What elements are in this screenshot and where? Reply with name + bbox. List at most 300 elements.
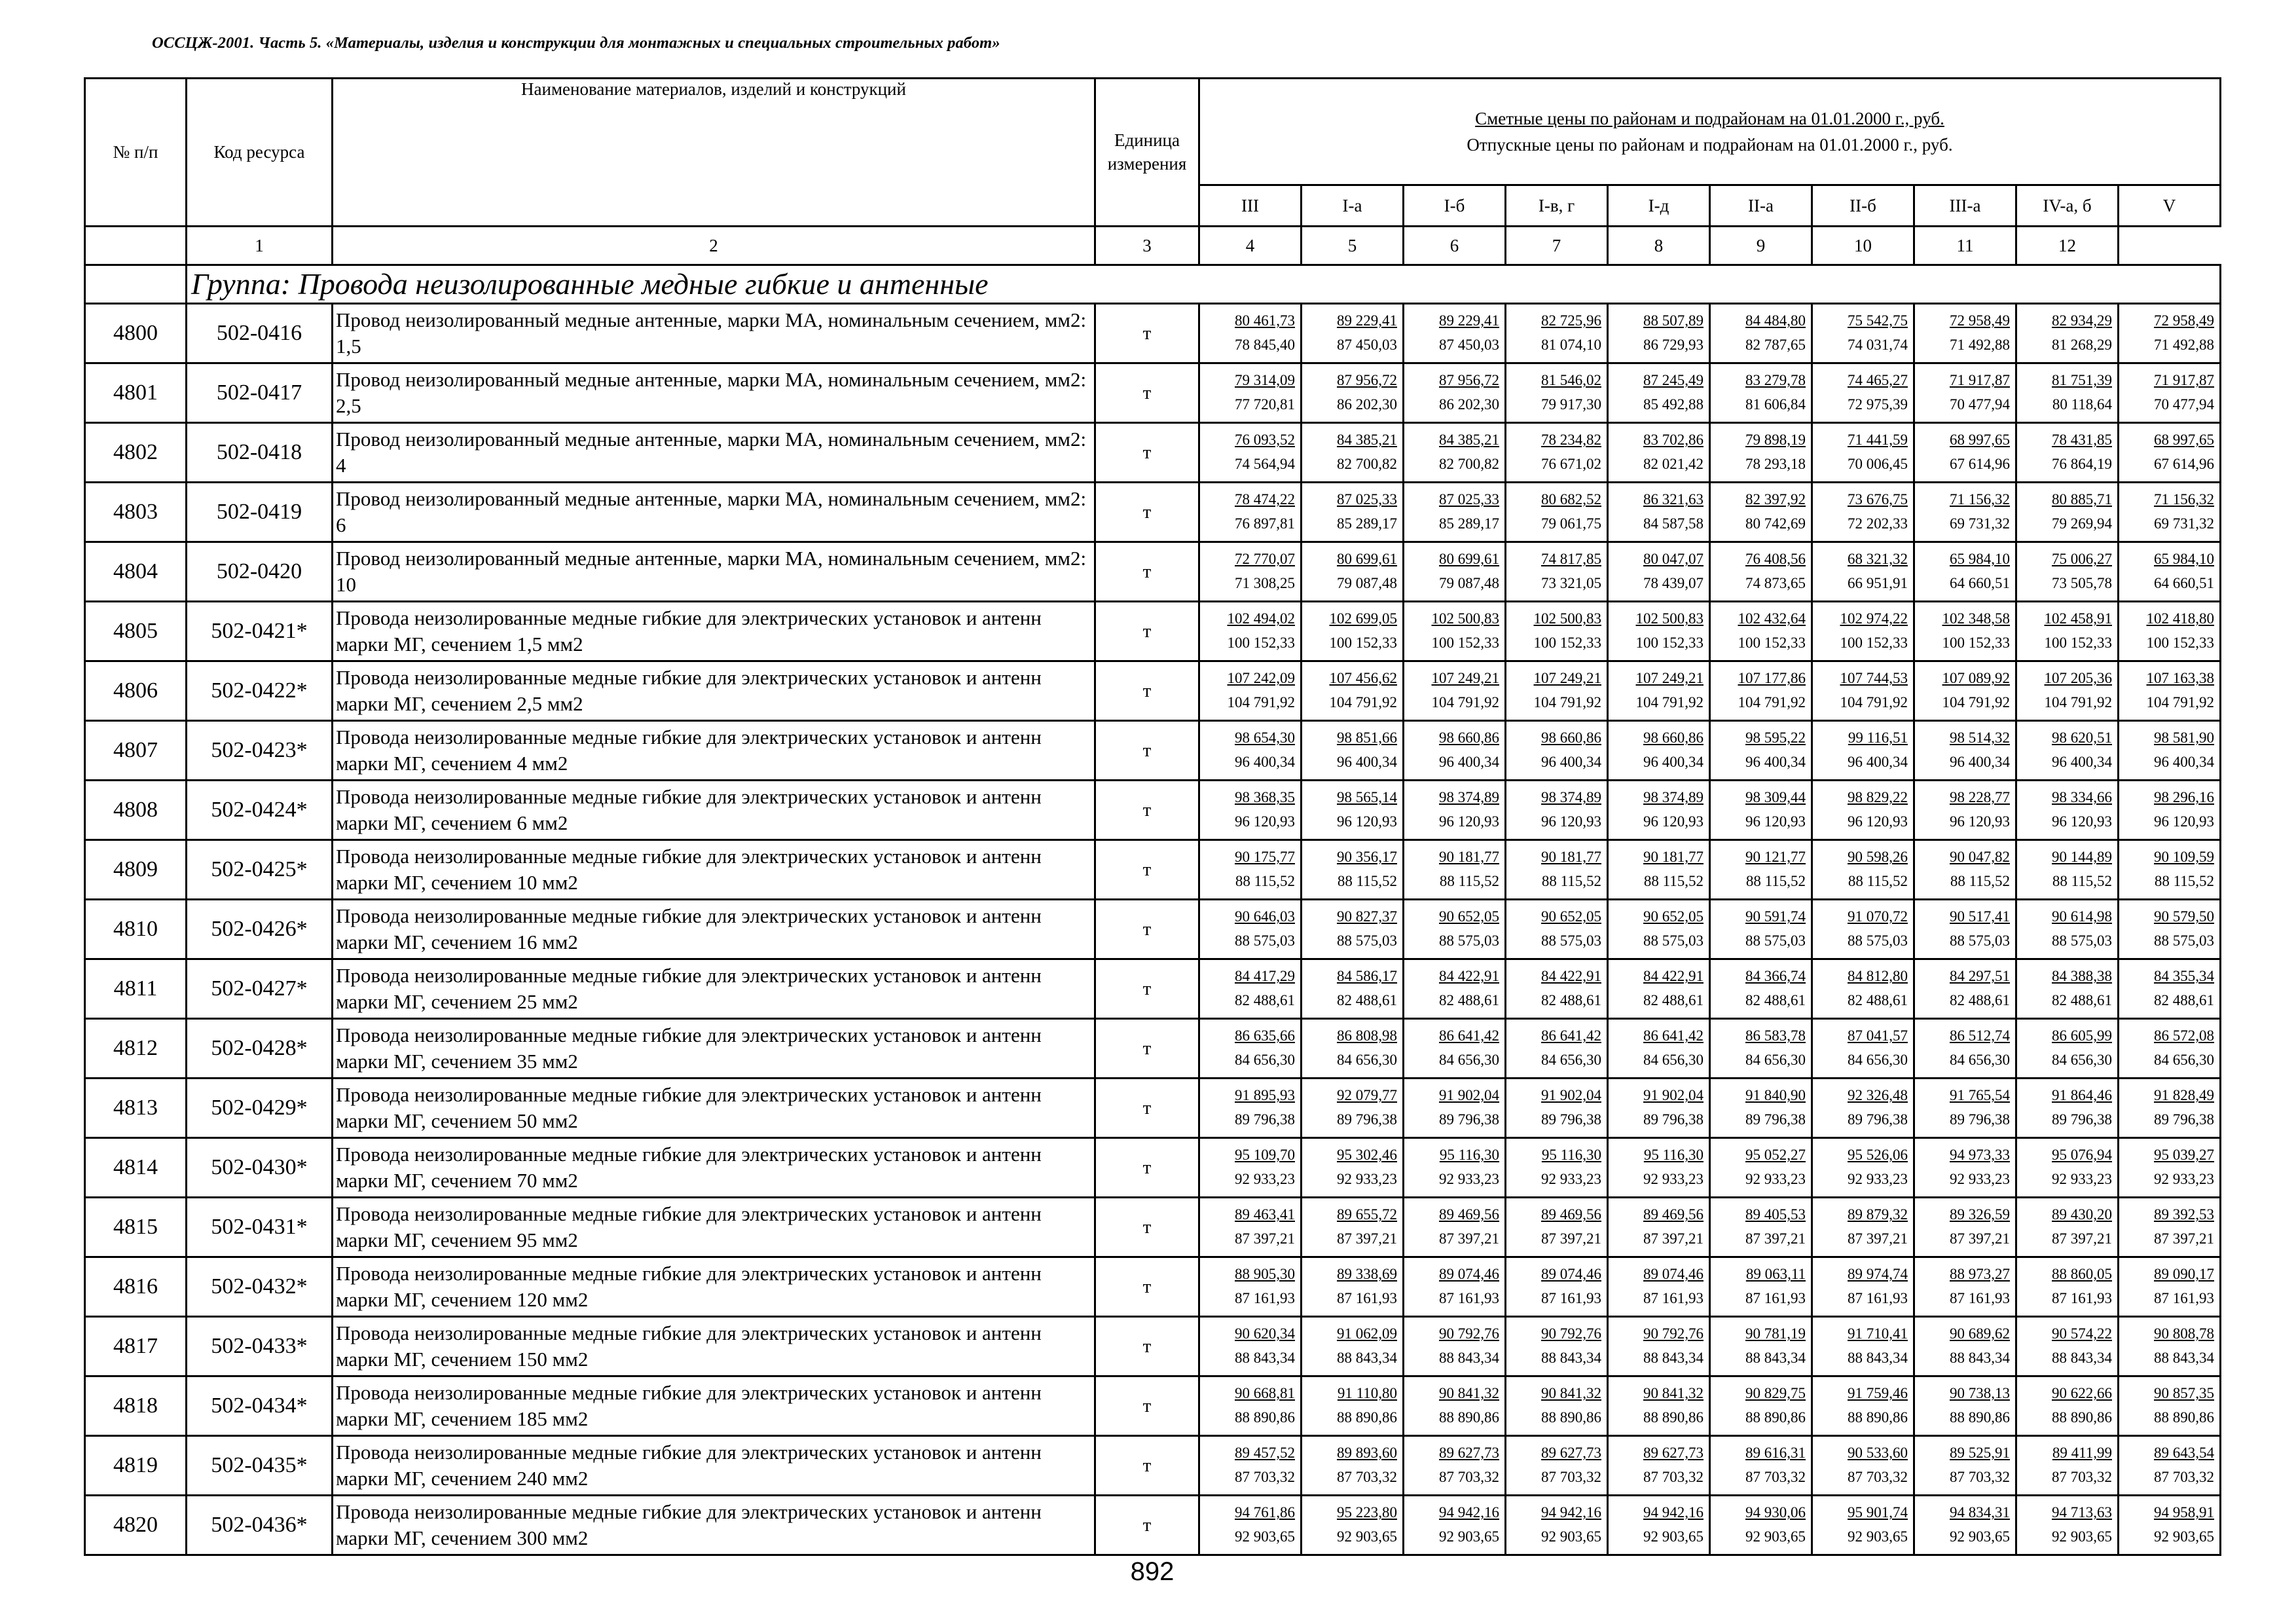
price-cell: [1914, 304, 2016, 363]
price-cell: [1404, 483, 1506, 542]
estimated-price: 90 175,77: [1235, 849, 1295, 866]
estimated-price: 92 079,77: [1337, 1087, 1397, 1104]
release-price: 87 161,93: [1848, 1290, 1908, 1306]
price-cell: [1710, 900, 1812, 959]
estimated-price: 81 546,02: [1541, 372, 1601, 389]
estimated-price: 89 430,20: [2052, 1206, 2112, 1223]
table-row: [85, 1019, 2221, 1079]
release-price: 71 492,88: [2154, 337, 2214, 353]
price-cell: [1302, 304, 1404, 363]
release-price: 87 703,32: [1337, 1469, 1397, 1485]
price-cell: [1199, 483, 1302, 542]
release-price: 82 488,61: [1541, 992, 1601, 1008]
unit-of-measure: т: [1095, 900, 1199, 959]
resource-code: 502-0425*: [187, 840, 333, 900]
price-cell: [2119, 721, 2221, 781]
estimated-price: 107 249,21: [1431, 670, 1499, 687]
price-cell: [1199, 661, 1302, 721]
release-price: 82 488,61: [2052, 992, 2112, 1008]
release-price: 70 477,94: [2154, 396, 2214, 413]
price-cell: [2016, 900, 2119, 959]
material-name: Провода неизолированные медные гибкие для электрических установок и антенн марки МГ, сечением 120 мм2: [333, 1257, 1095, 1317]
estimated-price: 90 827,37: [1337, 908, 1397, 925]
estimated-price: 82 397,92: [1745, 491, 1806, 508]
estimated-price: 89 616,31: [1745, 1445, 1806, 1462]
price-cell: [1506, 1436, 1608, 1496]
estimated-price: 94 958,91: [2154, 1504, 2214, 1521]
price-cell: [1404, 840, 1506, 900]
estimated-price: 80 461,73: [1235, 312, 1295, 329]
estimated-price: 90 652,05: [1541, 908, 1601, 925]
price-cell: [1404, 602, 1506, 661]
price-cell: [2016, 602, 2119, 661]
resource-code: 502-0436*: [187, 1496, 333, 1555]
price-cell: [1812, 900, 1914, 959]
table-row: [85, 1436, 2221, 1496]
release-price: 86 729,93: [1643, 337, 1704, 353]
release-price: 88 843,34: [1439, 1350, 1499, 1366]
release-price: 87 450,03: [1439, 337, 1499, 353]
release-price: 92 903,65: [1745, 1528, 1806, 1545]
estimated-price: 88 860,05: [2052, 1266, 2112, 1283]
estimated-price: 84 385,21: [1337, 432, 1397, 449]
release-price: 82 488,61: [1337, 992, 1397, 1008]
release-price: 88 890,86: [1950, 1409, 2010, 1426]
price-cell: [1608, 900, 1710, 959]
material-name: Провода неизолированные медные гибкие для электрических установок и антенн марки МГ, сечением 300 мм2: [333, 1496, 1095, 1555]
price-cell: [1608, 304, 1710, 363]
estimated-price: 98 334,66: [2052, 789, 2112, 806]
price-cell: [1199, 1198, 1302, 1257]
price-cell: [2119, 959, 2221, 1019]
material-name: Провода неизолированные медные гибкие для электрических установок и антенн марки МГ, сечением 70 мм2: [333, 1138, 1095, 1198]
release-price: 92 933,23: [2154, 1171, 2214, 1187]
table-row: [85, 661, 2221, 721]
release-price: 87 161,93: [1337, 1290, 1397, 1306]
estimated-price: 90 652,05: [1643, 908, 1704, 925]
price-cell: [1506, 602, 1608, 661]
material-name: Провод неизолированный медные антенные, марки МА, номинальным сечением, мм2: 1,5: [333, 304, 1095, 363]
estimated-price: 91 902,04: [1643, 1087, 1704, 1104]
row-number: 4817: [85, 1317, 187, 1376]
estimated-price: 76 408,56: [1745, 551, 1806, 568]
release-price: 96 400,34: [1950, 754, 2010, 770]
estimated-price: 80 682,52: [1541, 491, 1601, 508]
price-cell: [1199, 1317, 1302, 1376]
price-cell: [1199, 304, 1302, 363]
estimated-price: 89 074,46: [1643, 1266, 1704, 1283]
material-name: Провода неизолированные медные гибкие для электрических установок и антенн марки МГ, сечением 10 мм2: [333, 840, 1095, 900]
price-cell: [1404, 542, 1506, 602]
price-cell: [2119, 1496, 2221, 1555]
estimated-price: 91 710,41: [1848, 1325, 1908, 1342]
col-header-number: № п/п: [85, 79, 187, 227]
estimated-price: 90 792,76: [1643, 1325, 1704, 1342]
estimated-price: 98 374,89: [1643, 789, 1704, 806]
release-price: 87 703,32: [1439, 1469, 1499, 1485]
column-number: 12: [2016, 227, 2119, 265]
estimated-price: 94 973,33: [1950, 1147, 2010, 1164]
col-header-unit: Единица измерения: [1095, 79, 1199, 227]
release-price: 84 656,30: [1337, 1052, 1397, 1068]
release-price: 76 864,19: [2052, 456, 2112, 472]
release-price: 87 161,93: [1439, 1290, 1499, 1306]
unit-of-measure: т: [1095, 1496, 1199, 1555]
price-cell: [1506, 423, 1608, 483]
price-cell: [1404, 1019, 1506, 1079]
release-price: 88 575,03: [1541, 932, 1601, 949]
estimated-price: 90 841,32: [1439, 1385, 1499, 1402]
release-price: 88 575,03: [1643, 932, 1704, 949]
estimated-price: 87 025,33: [1337, 491, 1397, 508]
row-number: 4801: [85, 363, 187, 423]
release-price: 88 575,03: [1235, 932, 1295, 949]
price-cell: [2119, 304, 2221, 363]
release-price: 92 933,23: [1337, 1171, 1397, 1187]
estimated-price: 89 469,56: [1541, 1206, 1601, 1223]
price-cell: [1710, 1376, 1812, 1436]
estimated-price: 86 605,99: [2052, 1027, 2112, 1044]
price-cell: [2016, 304, 2119, 363]
unit-of-measure: т: [1095, 959, 1199, 1019]
estimated-price: 84 355,34: [2154, 968, 2214, 985]
price-cell: [1608, 1198, 1710, 1257]
estimated-price: 86 641,42: [1643, 1027, 1704, 1044]
price-cell: [1608, 781, 1710, 840]
price-cell: [1812, 423, 1914, 483]
unit-of-measure: т: [1095, 1257, 1199, 1317]
release-price: 88 575,03: [2052, 932, 2112, 949]
release-price: 87 703,32: [1848, 1469, 1908, 1485]
release-price: 96 120,93: [1541, 813, 1601, 830]
price-cell: [1506, 304, 1608, 363]
estimated-price: 86 583,78: [1745, 1027, 1806, 1044]
material-name: Провода неизолированные медные гибкие для электрических установок и антенн марки МГ, сечением 240 мм2: [333, 1436, 1095, 1496]
price-cell: [1608, 721, 1710, 781]
price-cell: [1812, 542, 1914, 602]
estimated-price: 90 579,50: [2154, 908, 2214, 925]
estimated-price: 90 829,75: [1745, 1385, 1806, 1402]
price-cell: [1608, 542, 1710, 602]
resource-code: 502-0424*: [187, 781, 333, 840]
price-cell: [1404, 900, 1506, 959]
estimated-price: 95 052,27: [1745, 1147, 1806, 1164]
estimated-price: 88 905,30: [1235, 1266, 1295, 1283]
material-name: Провода неизолированные медные гибкие для электрических установок и антенн марки МГ, сечением 185 мм2: [333, 1376, 1095, 1436]
price-cell: [1812, 363, 1914, 423]
estimated-price: 107 089,92: [1942, 670, 2010, 687]
release-price: 96 400,34: [1541, 754, 1601, 770]
release-price: 73 505,78: [2052, 575, 2112, 591]
release-price: 76 897,81: [1235, 515, 1295, 532]
release-price: 71 492,88: [1950, 337, 2010, 353]
release-price: 96 120,93: [2052, 813, 2112, 830]
release-price: 78 293,18: [1745, 456, 1806, 472]
price-cell: [2119, 483, 2221, 542]
release-price: 88 115,52: [1745, 873, 1806, 889]
release-price: 88 890,86: [1848, 1409, 1908, 1426]
price-cell: [1914, 840, 2016, 900]
price-cell: [2016, 1376, 2119, 1436]
estimated-price: 84 366,74: [1745, 968, 1806, 985]
price-cell: [1812, 1198, 1914, 1257]
price-cell: [2119, 542, 2221, 602]
unit-of-measure: т: [1095, 602, 1199, 661]
group-title-text: Группа: Провода неизолированные медные гибкие и антенные: [191, 267, 989, 301]
estimated-price: 91 864,46: [2052, 1087, 2112, 1104]
price-cell: [1404, 1376, 1506, 1436]
price-cell: [1914, 959, 2016, 1019]
estimated-price: 90 181,77: [1541, 849, 1601, 866]
estimated-price: 107 456,62: [1329, 670, 1397, 687]
release-price: 79 269,94: [2052, 515, 2112, 532]
column-number: 11: [1914, 227, 2016, 265]
estimated-price: 89 469,56: [1643, 1206, 1704, 1223]
estimated-price: 95 109,70: [1235, 1147, 1295, 1164]
estimated-price: 89 893,60: [1337, 1445, 1397, 1462]
table-row: [85, 959, 2221, 1019]
release-price: 92 903,65: [1337, 1528, 1397, 1545]
unit-of-measure: т: [1095, 721, 1199, 781]
release-price: 74 873,65: [1745, 575, 1806, 591]
price-cell: [1302, 721, 1404, 781]
price-cell: [1608, 1257, 1710, 1317]
estimated-price: 71 156,32: [2154, 491, 2214, 508]
estimated-price: 98 296,16: [2154, 789, 2214, 806]
price-cell: [2119, 1019, 2221, 1079]
release-price: 88 843,34: [1643, 1350, 1704, 1366]
row-number: 4810: [85, 900, 187, 959]
estimated-price: 90 574,22: [2052, 1325, 2112, 1342]
estimated-price: 79 314,09: [1235, 372, 1295, 389]
resource-code: 502-0435*: [187, 1436, 333, 1496]
release-price: 72 202,33: [1848, 515, 1908, 532]
price-cell: [1608, 1317, 1710, 1376]
unit-of-measure: т: [1095, 661, 1199, 721]
table-row: [85, 602, 2221, 661]
release-price: 88 115,52: [1643, 873, 1704, 889]
estimated-price: 74 465,27: [1848, 372, 1908, 389]
estimated-price: 84 388,38: [2052, 968, 2112, 985]
price-cell: [2016, 423, 2119, 483]
estimated-price: 95 116,30: [1541, 1147, 1601, 1164]
release-price: 64 660,51: [2154, 575, 2214, 591]
resource-code: 502-0420: [187, 542, 333, 602]
estimated-price: 90 109,59: [2154, 849, 2214, 866]
estimated-price: 84 422,91: [1643, 968, 1704, 985]
estimated-price: 90 646,03: [1235, 908, 1295, 925]
column-number-row: [85, 227, 2221, 265]
row-number: 4809: [85, 840, 187, 900]
estimated-price: 74 817,85: [1541, 551, 1601, 568]
column-number: 6: [1404, 227, 1506, 265]
price-cell: [1608, 661, 1710, 721]
estimated-price: 102 494,02: [1227, 610, 1295, 627]
price-cell: [1199, 1376, 1302, 1436]
release-price: 87 161,93: [2154, 1290, 2214, 1306]
price-cell: [1710, 959, 1812, 1019]
region-header: II-б: [1812, 185, 1914, 227]
price-cell: [2119, 1436, 2221, 1496]
price-cell: [1710, 1436, 1812, 1496]
material-name: Провода неизолированные медные гибкие для электрических установок и антенн марки МГ, сечением 16 мм2: [333, 900, 1095, 959]
release-price: 92 933,23: [2052, 1171, 2112, 1187]
release-price: 96 120,93: [1745, 813, 1806, 830]
estimated-price: 91 765,54: [1950, 1087, 2010, 1104]
price-cell: [1302, 542, 1404, 602]
price-cell: [1914, 1198, 2016, 1257]
resource-code: 502-0417: [187, 363, 333, 423]
price-cell: [2119, 1376, 2221, 1436]
table-row: [85, 1079, 2221, 1138]
estimated-price: 98 620,51: [2052, 729, 2112, 747]
release-price: 70 006,45: [1848, 456, 1908, 472]
release-price: 82 488,61: [2154, 992, 2214, 1008]
resource-code: 502-0419: [187, 483, 333, 542]
price-cell: [1608, 602, 1710, 661]
material-name: Провод неизолированный медные антенные, марки МА, номинальным сечением, мм2: 6: [333, 483, 1095, 542]
release-price: 84 656,30: [2154, 1052, 2214, 1068]
price-cell: [1710, 1079, 1812, 1138]
estimated-price: 81 751,39: [2052, 372, 2112, 389]
price-cell: [1812, 1079, 1914, 1138]
table-row: [85, 900, 2221, 959]
estimated-price: 90 622,66: [2052, 1385, 2112, 1402]
price-cell: [1710, 1257, 1812, 1317]
release-price: 88 575,03: [1848, 932, 1908, 949]
price-cell: [1710, 542, 1812, 602]
price-cell: [1404, 363, 1506, 423]
release-price: 87 161,93: [1745, 1290, 1806, 1306]
release-price: 85 289,17: [1439, 515, 1499, 532]
estimated-price: 72 770,07: [1235, 551, 1295, 568]
release-price: 79 061,75: [1541, 515, 1601, 532]
group-row-spacer: [85, 265, 187, 304]
estimated-price: 102 458,91: [2044, 610, 2112, 627]
estimated-price: 79 898,19: [1745, 432, 1806, 449]
estimated-prices-caption: Сметные цены по районам и подрайонам на 01.01.2000 г., руб.: [1475, 108, 1944, 128]
estimated-price: 84 422,91: [1541, 968, 1601, 985]
price-cell: [1506, 1079, 1608, 1138]
region-header: III: [1199, 185, 1302, 227]
estimated-price: 89 525,91: [1950, 1445, 2010, 1462]
estimated-price: 102 418,80: [2146, 610, 2214, 627]
row-number: 4802: [85, 423, 187, 483]
price-cell: [1199, 959, 1302, 1019]
release-price: 88 890,86: [1745, 1409, 1806, 1426]
release-price: 89 796,38: [2154, 1111, 2214, 1128]
row-number: 4807: [85, 721, 187, 781]
table-row: [85, 304, 2221, 363]
price-cell: [1812, 1317, 1914, 1376]
price-cell: [1710, 1198, 1812, 1257]
price-cell: [1506, 1257, 1608, 1317]
release-price: 104 791,92: [1840, 694, 1908, 710]
price-cell: [1710, 1138, 1812, 1198]
price-cell: [2119, 423, 2221, 483]
price-cell: [1302, 1198, 1404, 1257]
release-price: 84 656,30: [1643, 1052, 1704, 1068]
table-row: [85, 1376, 2221, 1436]
price-cell: [2016, 1138, 2119, 1198]
release-price: 78 439,07: [1643, 575, 1704, 591]
release-price: 100 152,33: [1329, 635, 1397, 651]
price-cell: [1506, 900, 1608, 959]
price-cell: [1506, 1317, 1608, 1376]
unit-of-measure: т: [1095, 1019, 1199, 1079]
estimated-price: 90 781,19: [1745, 1325, 1806, 1342]
release-price: 88 575,03: [2154, 932, 2214, 949]
estimated-price: 91 895,93: [1235, 1087, 1295, 1104]
estimated-price: 90 857,35: [2154, 1385, 2214, 1402]
estimated-price: 95 223,80: [1337, 1504, 1397, 1521]
price-cell: [1506, 1138, 1608, 1198]
estimated-price: 80 699,61: [1337, 551, 1397, 568]
price-cell: [1812, 959, 1914, 1019]
price-cell: [1506, 1019, 1608, 1079]
price-cell: [1199, 1079, 1302, 1138]
price-cell: [1914, 1138, 2016, 1198]
estimated-price: 82 934,29: [2052, 312, 2112, 329]
resource-code: 502-0432*: [187, 1257, 333, 1317]
price-cell: [2016, 840, 2119, 900]
unit-of-measure: т: [1095, 423, 1199, 483]
price-cell: [2016, 661, 2119, 721]
region-header: V: [2119, 185, 2221, 227]
release-price: 92 903,65: [1439, 1528, 1499, 1545]
row-number: 4812: [85, 1019, 187, 1079]
release-price: 87 161,93: [1541, 1290, 1601, 1306]
estimated-price: 98 581,90: [2154, 729, 2214, 747]
estimated-price: 98 660,86: [1439, 729, 1499, 747]
unit-of-measure: т: [1095, 1198, 1199, 1257]
row-number: 4816: [85, 1257, 187, 1317]
release-price: 88 843,34: [1337, 1350, 1397, 1366]
price-cell: [1302, 661, 1404, 721]
resource-code: 502-0423*: [187, 721, 333, 781]
column-number: 2: [333, 227, 1095, 265]
resource-code: 502-0422*: [187, 661, 333, 721]
release-price: 88 575,03: [1745, 932, 1806, 949]
price-cell: [1812, 1376, 1914, 1436]
release-prices-caption: Отпускные цены по районам и подрайонам на 01.01.2000 г., руб.: [1467, 135, 1953, 155]
estimated-price: 107 242,09: [1227, 670, 1295, 687]
column-number: 1: [187, 227, 333, 265]
price-cell: [1608, 959, 1710, 1019]
release-price: 92 933,23: [1848, 1171, 1908, 1187]
release-price: 84 656,30: [1950, 1052, 2010, 1068]
release-price: 87 703,32: [2154, 1469, 2214, 1485]
release-price: 104 791,92: [1227, 694, 1295, 710]
price-cell: [2016, 1317, 2119, 1376]
price-cell: [2016, 542, 2119, 602]
estimated-price: 86 512,74: [1950, 1027, 2010, 1044]
release-price: 87 703,32: [1950, 1469, 2010, 1485]
row-number: 4804: [85, 542, 187, 602]
release-price: 87 703,32: [2052, 1469, 2112, 1485]
table-row: [85, 363, 2221, 423]
estimated-price: 86 635,66: [1235, 1027, 1295, 1044]
release-price: 89 796,38: [1643, 1111, 1704, 1128]
estimated-price: 68 321,32: [1848, 551, 1908, 568]
estimated-price: 90 620,34: [1235, 1325, 1295, 1342]
estimated-price: 94 713,63: [2052, 1504, 2112, 1521]
estimated-price: 87 025,33: [1439, 491, 1499, 508]
release-price: 81 268,29: [2052, 337, 2112, 353]
release-price: 72 975,39: [1848, 396, 1908, 413]
release-price: 100 152,33: [1431, 635, 1499, 651]
estimated-price: 89 063,11: [1745, 1266, 1806, 1283]
